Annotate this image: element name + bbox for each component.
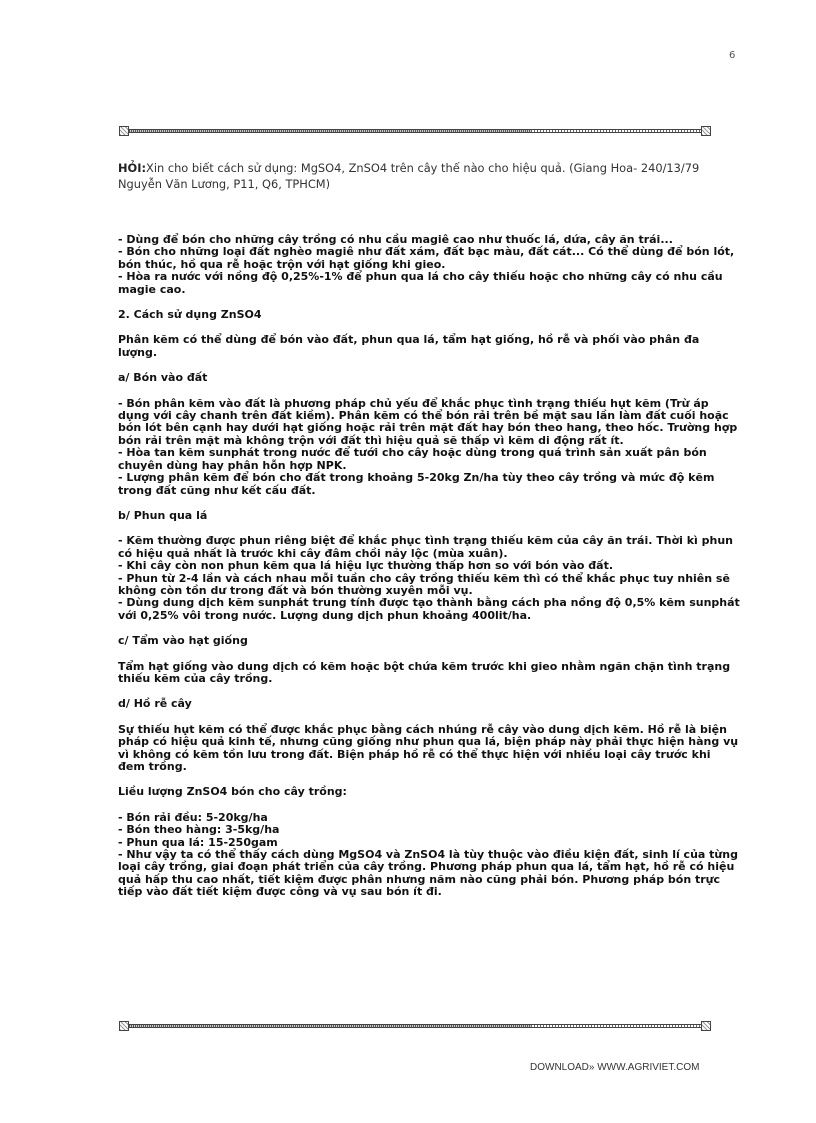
question-text: Xin cho biết cách sử dụng: MgSO4, ZnSO4 trên cây thế nào cho hiệu quả. (Giang Hoa- 240/13/79 Nguyễn Văn Lương, P11, Q6, TPHCM) <box>118 161 700 191</box>
soil-item-2: - Hòa tan kẽm sunphát trong nước để tưới cho cây hoặc dùng trong quá trình sản xuất pân bón chuyên dùng hay phân hỗn hợp NPK. <box>118 446 707 472</box>
question <box>118 160 738 192</box>
zn-heading: 2. Cách sử dụng ZnSO4 <box>118 308 262 322</box>
answer-body <box>118 234 741 912</box>
dose-heading: Liều lượng ZnSO4 bón cho cây trồng: <box>118 785 347 799</box>
footer-download-link[interactable]: DOWNLOAD» WWW.AGRIVIET.COM <box>530 1062 700 1073</box>
question-label: HỎI: <box>118 161 147 175</box>
soil-heading: a/ Bón vào đất <box>118 371 208 385</box>
foliar-item-4: - Dùng dung dịch kẽm sunphát trung tính được tạo thành bằng cách pha nồng độ 0,5% kẽm sunphát với 0,25% vôi trong nước. Lượng dung dịch phun khoảng 400lit/ha. <box>118 596 740 622</box>
soil-item-1: - Bón phân kẽm vào đất là phương pháp chủ yếu để khắc phục tình trạng thiếu hụt kẽm (Trừ áp dụng với cây chanh trên đất kiềm). Phân kẽm có thể bón rải trên bề mặt sau lần làm đất cuối hoặc bón lót bên cạnh hay dưới hạt giống hoặc rải trên mặt đất hay bón theo hang, theo hốc. Trường hợp bón rải trên mặt mà không trộn với đất thì hiệu quả sẽ thấp vì kẽm di động rất ít. <box>118 396 738 447</box>
dose-item-2: - Bón theo hàng: 3-5kg/ha <box>118 823 280 837</box>
root-heading: d/ Hồ rễ cây <box>118 697 192 711</box>
foliar-heading: b/ Phun qua lá <box>118 508 208 522</box>
bottom-divider <box>119 1021 711 1033</box>
dose-item-1: - Bón rải đều: 5-20kg/ha <box>118 810 268 824</box>
dose-item-3: - Phun qua lá: 15-250gam <box>118 835 278 849</box>
zn-intro: Phân kẽm có thể dùng để bón vào đất, phun qua lá, tẩm hạt giống, hồ rễ và phối vào phân đa lượng. <box>118 333 700 359</box>
foliar-item-3: - Phun từ 2-4 lần và cách nhau mỗi tuần cho cây trồng thiếu kẽm thì có thể khắc phục tuy nhiên sẽ không còn tồn dư trong đất và bón thường xuyên mỗi vụ. <box>118 571 730 597</box>
soil-item-3: - Lượng phân kẽm để bón cho đất trong khoảng 5-20kg Zn/ha tùy theo cây trồng và mức độ kẽm trong đất cũng như kết cấu đất. <box>118 471 715 497</box>
page-number: 6 <box>729 50 736 61</box>
foliar-item-2: - Khi cây còn non phun kẽm qua lá hiệu lực thường thấp hơn so với bón vào đất. <box>118 559 614 573</box>
mg-use-3: - Hòa ra nước với nồng độ 0,25%-1% để phun qua lá cho cây thiếu hoặc cho những cây có nhu cầu magie cao. <box>118 270 723 296</box>
mg-use-1: - Dùng để bón cho những cây trồng có nhu cầu magiê cao như thuốc lá, dứa, cây ăn trái... <box>118 233 673 246</box>
seed-heading: c/ Tẩm vào hạt giống <box>118 634 248 648</box>
mg-use-2: - Bón cho những loại đất nghèo magiê như đất xám, đất bạc màu, đất cát... Có thể dùng để bón lót, bón thúc, hồ qua rễ hoặc trộn với hạt giống khi gieo. <box>118 245 735 271</box>
top-divider <box>119 126 711 138</box>
root-text: Sự thiếu hụt kẽm có thể được khắc phục bằng cách nhúng rễ cây vào dung dịch kẽm. Hồ rễ là biện pháp có hiệu quả kinh tế, nhưng cũng giống như phun qua lá, biện pháp này phải thực hiện hàng vụ vì không có kẽm tồn lưu trong đất. Biện pháp hồ rễ có thể thực hiện với nhiều loại cây trước khi đem trồng. <box>118 722 739 773</box>
foliar-item-1: - Kẽm thường được phun riêng biệt để khắc phục tình trạng thiếu kẽm của cây ăn trái. Thời kì phun có hiệu quả nhất là trước khi cây đâm chồi nảy lộc (mùa xuân). <box>118 534 734 560</box>
seed-text: Tẩm hạt giống vào dung dịch có kẽm hoặc bột chứa kẽm trước khi gieo nhằm ngăn chặn tình trạng thiếu kẽm của cây trồng. <box>118 659 731 685</box>
dose-item-4: - Như vậy ta có thể thấy cách dùng MgSO4 và ZnSO4 là tùy thuộc vào điều kiện đất, sinh lí của từng loại cây trồng, giai đoạn phát triển của cây trồng. Phương pháp phun qua lá, tẩm hạt, hồ rễ có hiệu quả hấp thu cao nhất, tiết kiệm được phân nhưng năm nào cũng phải bón. Phương pháp bón trực tiếp vào đất tiết kiệm được công và vụ sau bón ít đi. <box>118 848 738 899</box>
